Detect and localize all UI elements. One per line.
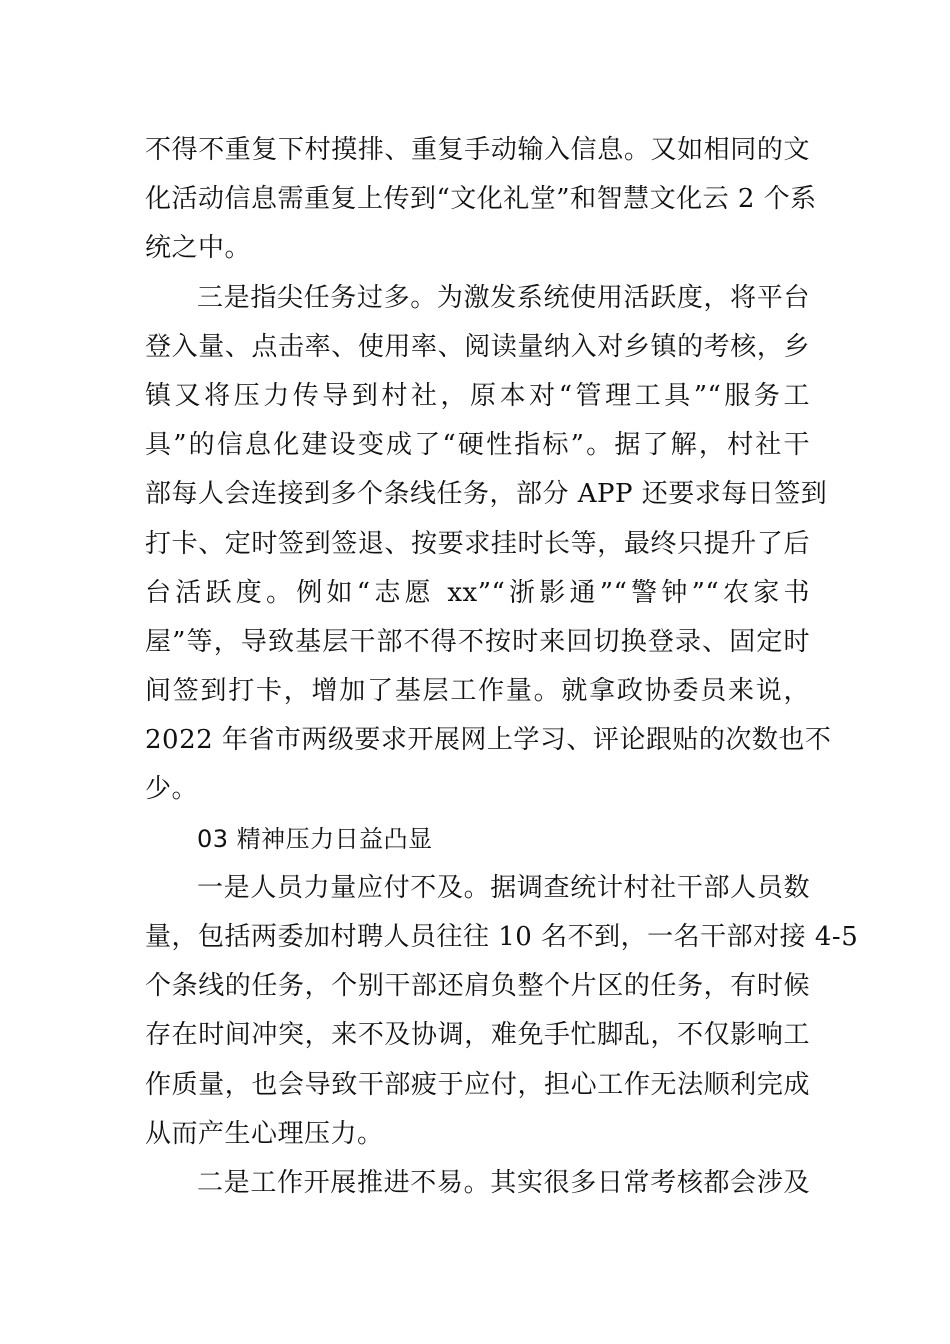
text-line: 2022 年省市两级要求开展网上学习、评论跟贴的次数也不 <box>145 725 832 756</box>
text-line: 打卡、定时签到签退、按要求挂时长等，最终只提升了后 <box>145 528 810 559</box>
text-line: 二是工作开展推进不易。其实很多日常考核都会涉及 <box>197 1167 810 1198</box>
text-line: 统之中。 <box>145 233 252 264</box>
text-line: 屋”等，导致基层干部不得不按时来回切换登录、固定时 <box>145 626 810 657</box>
section-heading: 03 精神压力日益凸显 <box>197 824 433 853</box>
text-line: 量，包括两委加村聘人员往往 10 名不到，一名干部对接 4-5 <box>145 922 859 952</box>
text-line: 台活跃度。例如“志愿 xx”“浙影通”“警钟”“农家书 <box>145 577 810 608</box>
paragraph <box>145 864 859 1159</box>
text-line: 间签到打卡，增加了基层工作量。就拿政协委员来说， <box>145 676 810 707</box>
text-line: 个条线的任务，个别干部还肩负整个片区的任务，有时候 <box>145 971 810 1002</box>
text-line: 存在时间冲突，来不及协调，难免手忙脚乱，不仅影响工 <box>145 1020 810 1051</box>
text-line: 三是指尖任务过多。为激发系统使用活跃度，将平台 <box>197 282 810 313</box>
text-line: 镇又将压力传导到村社，原本对“管理工具”“服务工 <box>145 380 810 411</box>
paragraph <box>145 274 832 815</box>
text-line: 部每人会连接到多个条线任务，部分 APP 还要求每日签到 <box>145 479 828 510</box>
text-line: 化活动信息需重复上传到“文化礼堂”和智慧文化云 2 个系 <box>145 184 817 215</box>
text-line: 登入量、点击率、使用率、阅读量纳入对乡镇的考核，乡 <box>145 331 810 362</box>
text-line: 具”的信息化建设变成了“硬性指标”。据了解，村社干 <box>145 430 810 461</box>
document-body <box>145 126 859 1208</box>
text-line: 一是人员力量应付不及。据调查统计村社干部人员数 <box>197 872 810 903</box>
paragraph <box>145 126 817 274</box>
text-line: 作质量，也会导致干部疲于应付，担心工作无法顺利完成 <box>145 1069 810 1100</box>
text-line: 少。 <box>145 774 199 805</box>
text-line: 从而产生心理压力。 <box>145 1118 384 1149</box>
paragraph <box>145 1159 810 1208</box>
text-line: 不得不重复下村摸排、重复手动输入信息。又如相同的文 <box>145 135 810 165</box>
